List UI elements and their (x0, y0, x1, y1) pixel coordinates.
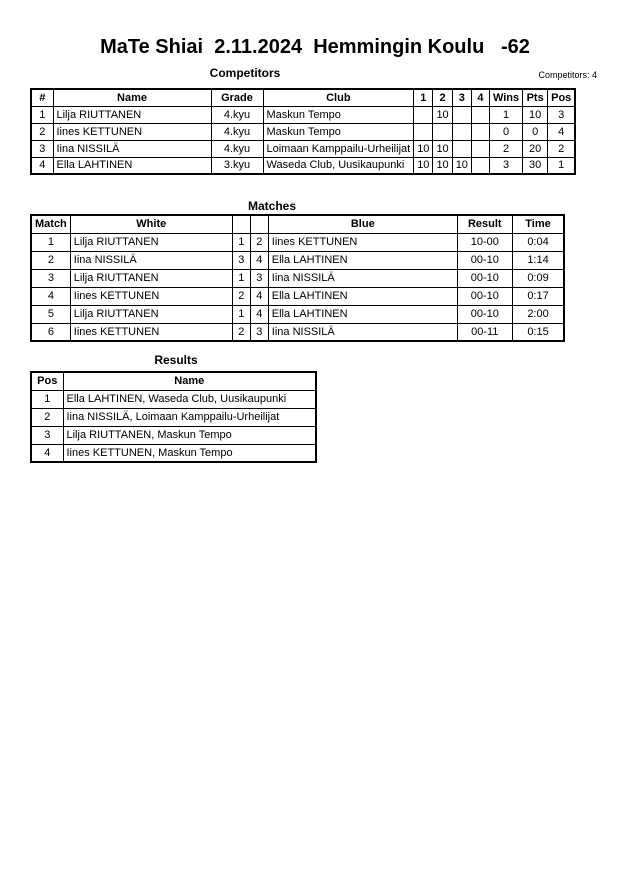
cell-name: Lilja RIUTTANEN (53, 106, 211, 123)
cell-blue-name: Ella LAHTINEN (268, 305, 457, 323)
competitors-header-row (31, 89, 575, 106)
cell-grade: 4.kyu (211, 106, 263, 123)
cell-pts: 10 (523, 106, 548, 123)
col-header-name: Name (63, 372, 316, 390)
cell-score-3 (452, 140, 471, 157)
cell-wins: 2 (489, 140, 522, 157)
cell-white-num: 1 (232, 269, 250, 287)
cell-blue-num: 3 (250, 323, 268, 341)
results-table (30, 371, 317, 463)
cell-pos: 3 (31, 426, 63, 444)
competitors-table (30, 88, 576, 175)
col-header-pos: Pos (548, 89, 576, 106)
cell-score-4 (471, 106, 489, 123)
results-header-row (31, 372, 316, 390)
competitors-section-title: Competitors (209, 66, 281, 80)
col-header-club: Club (263, 89, 414, 106)
cell-pos: 2 (31, 408, 63, 426)
cell-name: Ella LAHTINEN, Waseda Club, Uusikaupunki (63, 390, 316, 408)
cell-blue-num: 4 (250, 305, 268, 323)
cell-club: Waseda Club, Uusikaupunki (263, 157, 414, 174)
cell-score-1: 10 (414, 157, 433, 174)
cell-blue-name: Iina NISSILÄ (268, 269, 457, 287)
cell-pos: 3 (548, 106, 576, 123)
cell-pos: 1 (548, 157, 576, 174)
cell-result: 00-11 (457, 323, 512, 341)
cell-name: Iina NISSILÄ (53, 140, 211, 157)
cell-name: Iines KETTUNEN, Maskun Tempo (63, 444, 316, 462)
cell-grade: 4.kyu (211, 123, 263, 140)
cell-time: 0:15 (512, 323, 564, 341)
cell-name: Iines KETTUNEN (53, 123, 211, 140)
results-section-title: Results (154, 353, 198, 367)
table-row (31, 390, 316, 408)
cell-blue-name: Iina NISSILÄ (268, 323, 457, 341)
cell-num: 3 (31, 140, 53, 157)
cell-club: Maskun Tempo (263, 106, 414, 123)
cell-score-4 (471, 123, 489, 140)
col-header-name: Name (53, 89, 211, 106)
cell-score-4 (471, 140, 489, 157)
cell-score-3: 10 (452, 157, 471, 174)
cell-num: 1 (31, 106, 53, 123)
cell-pos: 1 (31, 390, 63, 408)
cell-white-num: 2 (232, 287, 250, 305)
cell-match-num: 5 (31, 305, 70, 323)
cell-match-num: 4 (31, 287, 70, 305)
cell-white-num: 1 (232, 233, 250, 251)
col-header-grade: Grade (211, 89, 263, 106)
cell-white-name: Lilja RIUTTANEN (70, 269, 232, 287)
cell-score-3 (452, 123, 471, 140)
cell-score-1: 10 (414, 140, 433, 157)
cell-score-2 (433, 123, 452, 140)
cell-score-1 (414, 106, 433, 123)
cell-white-name: Lilja RIUTTANEN (70, 305, 232, 323)
table-row (31, 233, 564, 251)
cell-num: 4 (31, 157, 53, 174)
matches-table (30, 214, 565, 342)
col-header-time: Time (512, 215, 564, 233)
cell-wins: 0 (489, 123, 522, 140)
cell-score-3 (452, 106, 471, 123)
cell-name: Lilja RIUTTANEN, Maskun Tempo (63, 426, 316, 444)
cell-white-name: Lilja RIUTTANEN (70, 233, 232, 251)
table-row (31, 305, 564, 323)
cell-match-num: 1 (31, 233, 70, 251)
col-header-pts: Pts (523, 89, 548, 106)
cell-white-name: Iines KETTUNEN (70, 287, 232, 305)
table-row (31, 106, 575, 123)
col-header-blue: Blue (268, 215, 457, 233)
cell-time: 2:00 (512, 305, 564, 323)
cell-time: 0:17 (512, 287, 564, 305)
cell-match-num: 6 (31, 323, 70, 341)
cell-pos: 4 (548, 123, 576, 140)
cell-blue-num: 4 (250, 287, 268, 305)
col-header-3: 3 (452, 89, 471, 106)
col-header-match: Match (31, 215, 70, 233)
table-row (31, 444, 316, 462)
table-row (31, 269, 564, 287)
col-header-1: 1 (414, 89, 433, 106)
cell-white-num: 3 (232, 251, 250, 269)
cell-blue-name: Ella LAHTINEN (268, 287, 457, 305)
cell-result: 00-10 (457, 305, 512, 323)
cell-score-2: 10 (433, 157, 452, 174)
col-header-num: # (31, 89, 53, 106)
table-row (31, 251, 564, 269)
cell-score-2: 10 (433, 106, 452, 123)
cell-blue-name: Iines KETTUNEN (268, 233, 457, 251)
page-title: MaTe Shiai 2.11.2024 Hemmingin Koulu -62 (100, 36, 530, 58)
table-row (31, 426, 316, 444)
cell-wins: 3 (489, 157, 522, 174)
table-row (31, 123, 575, 140)
col-header-white: White (70, 215, 232, 233)
table-row (31, 408, 316, 426)
cell-score-2: 10 (433, 140, 452, 157)
cell-pos: 2 (548, 140, 576, 157)
cell-blue-num: 2 (250, 233, 268, 251)
cell-pts: 30 (523, 157, 548, 174)
cell-score-1 (414, 123, 433, 140)
cell-time: 1:14 (512, 251, 564, 269)
cell-grade: 3.kyu (211, 157, 263, 174)
cell-result: 10-00 (457, 233, 512, 251)
col-header-2: 2 (433, 89, 452, 106)
cell-blue-num: 4 (250, 251, 268, 269)
cell-pts: 20 (523, 140, 548, 157)
cell-result: 00-10 (457, 269, 512, 287)
cell-white-num: 1 (232, 305, 250, 323)
col-header-blue-num (250, 215, 268, 233)
cell-white-name: Iina NISSILÄ (70, 251, 232, 269)
cell-pos: 4 (31, 444, 63, 462)
cell-club: Loimaan Kamppailu-Urheilijat (263, 140, 414, 157)
table-row (31, 140, 575, 157)
cell-club: Maskun Tempo (263, 123, 414, 140)
cell-name: Ella LAHTINEN (53, 157, 211, 174)
cell-blue-num: 3 (250, 269, 268, 287)
cell-match-num: 3 (31, 269, 70, 287)
cell-name: Iina NISSILÄ, Loimaan Kamppailu-Urheilijat (63, 408, 316, 426)
col-header-pos: Pos (31, 372, 63, 390)
col-header-white-num (232, 215, 250, 233)
cell-time: 0:09 (512, 269, 564, 287)
col-header-wins: Wins (489, 89, 522, 106)
cell-white-name: Iines KETTUNEN (70, 323, 232, 341)
cell-blue-name: Ella LAHTINEN (268, 251, 457, 269)
cell-wins: 1 (489, 106, 522, 123)
cell-match-num: 2 (31, 251, 70, 269)
matches-header-row (31, 215, 564, 233)
competitors-count: Competitors: 4 (538, 70, 597, 80)
cell-grade: 4.kyu (211, 140, 263, 157)
cell-score-4 (471, 157, 489, 174)
cell-num: 2 (31, 123, 53, 140)
cell-result: 00-10 (457, 287, 512, 305)
cell-time: 0:04 (512, 233, 564, 251)
table-row (31, 323, 564, 341)
cell-white-num: 2 (232, 323, 250, 341)
cell-result: 00-10 (457, 251, 512, 269)
col-header-4: 4 (471, 89, 489, 106)
cell-pts: 0 (523, 123, 548, 140)
matches-section-title: Matches (247, 199, 297, 213)
table-row (31, 287, 564, 305)
col-header-result: Result (457, 215, 512, 233)
table-row (31, 157, 575, 174)
